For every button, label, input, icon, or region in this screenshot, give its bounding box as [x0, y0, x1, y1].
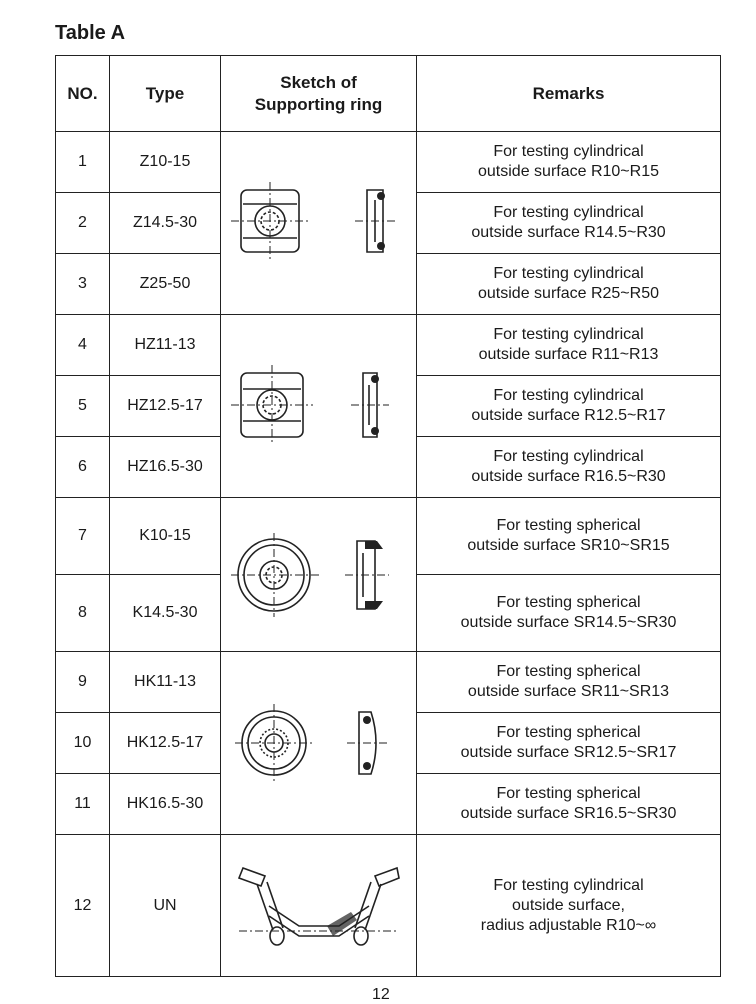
row-no: 3 — [56, 254, 110, 315]
row-no: 8 — [56, 575, 110, 652]
remark-line: For testing cylindrical — [493, 204, 644, 221]
header-sketch-line1: Sketch of — [280, 73, 357, 93]
row-no: 6 — [56, 437, 110, 498]
remark-line: outside surface SR16.5~SR30 — [460, 805, 677, 822]
remark-line: For testing cylindrical — [493, 326, 644, 343]
row-type: HZ12.5-17 — [110, 376, 221, 437]
header-row — [56, 56, 721, 132]
remark-line: For testing cylindrical — [493, 265, 644, 282]
remark-line: outside surface R16.5~R30 — [471, 468, 666, 485]
row-remarks — [417, 376, 721, 437]
row-type: Z25-50 — [110, 254, 221, 315]
row-no: 11 — [56, 774, 110, 835]
table-row — [56, 498, 721, 575]
row-remarks — [417, 774, 721, 835]
row-no: 12 — [56, 835, 110, 977]
remark-line: outside surface R14.5~R30 — [471, 224, 666, 241]
header-type: Type — [110, 56, 221, 132]
row-no: 9 — [56, 652, 110, 713]
row-remarks — [417, 132, 721, 193]
remark-line: radius adjustable R10~∞ — [480, 916, 657, 934]
remark-line: For testing cylindrical — [493, 387, 644, 404]
header-sketch-line2: Supporting ring — [254, 94, 383, 114]
k-ring-sketch-icon — [229, 525, 409, 625]
row-remarks — [417, 193, 721, 254]
row-type: HK12.5-17 — [110, 713, 221, 774]
remark-line: outside surface R12.5~R17 — [471, 407, 666, 424]
row-type: Z10-15 — [110, 132, 221, 193]
row-type: HZ16.5-30 — [110, 437, 221, 498]
row-type: HK11-13 — [110, 652, 221, 713]
z-ring-sketch-icon — [229, 178, 409, 268]
row-remarks — [417, 315, 721, 376]
remark-line: For testing cylindrical — [493, 876, 644, 894]
table-row — [56, 835, 721, 977]
remark-line: outside surface R25~R50 — [478, 285, 659, 302]
supporting-ring-table — [55, 55, 721, 977]
remark-line: For testing spherical — [496, 594, 641, 611]
table-row — [56, 132, 721, 193]
table-title: Table A — [55, 22, 126, 44]
remark-line: For testing spherical — [496, 724, 641, 741]
un-ring-sketch-icon — [229, 856, 409, 956]
remark-line: outside surface SR14.5~SR30 — [460, 614, 677, 631]
row-remarks — [417, 437, 721, 498]
row-no: 7 — [56, 498, 110, 575]
remark-line: outside surface R11~R13 — [478, 346, 659, 363]
row-no: 5 — [56, 376, 110, 437]
row-remarks — [417, 575, 721, 652]
remark-line: For testing spherical — [496, 517, 641, 534]
sketch-hk-ring — [221, 652, 417, 835]
remark-line: For testing spherical — [496, 785, 641, 802]
remark-line: outside surface R10~R15 — [478, 163, 659, 180]
page-number: 12 — [372, 986, 390, 1003]
header-sketch — [221, 56, 417, 132]
table-row — [56, 652, 721, 713]
sketch-hz-ring — [221, 315, 417, 498]
row-remarks — [417, 652, 721, 713]
sketch-z-ring — [221, 132, 417, 315]
row-no: 1 — [56, 132, 110, 193]
row-type: Z14.5-30 — [110, 193, 221, 254]
row-no: 2 — [56, 193, 110, 254]
header-no: NO. — [56, 56, 110, 132]
remark-line: outside surface SR12.5~SR17 — [460, 744, 677, 761]
remark-line: For testing cylindrical — [493, 143, 644, 160]
remark-line: For testing cylindrical — [493, 448, 644, 465]
row-no: 4 — [56, 315, 110, 376]
table-row — [56, 315, 721, 376]
row-type: UN — [110, 835, 221, 977]
remark-line: outside surface, — [512, 896, 625, 914]
row-type: HZ11-13 — [110, 315, 221, 376]
remark-line: For testing spherical — [496, 663, 641, 680]
row-type: K10-15 — [110, 498, 221, 575]
remark-line: outside surface SR11~SR13 — [467, 683, 670, 700]
row-no: 10 — [56, 713, 110, 774]
remark-line: outside surface SR10~SR15 — [467, 537, 670, 554]
sketch-un-ring — [221, 835, 417, 977]
header-remarks: Remarks — [417, 56, 721, 132]
hk-ring-sketch-icon — [229, 698, 409, 788]
hz-ring-sketch-icon — [229, 361, 409, 451]
row-type: HK16.5-30 — [110, 774, 221, 835]
row-remarks — [417, 254, 721, 315]
row-remarks — [417, 835, 721, 977]
row-type: K14.5-30 — [110, 575, 221, 652]
sketch-k-ring — [221, 498, 417, 652]
row-remarks — [417, 713, 721, 774]
row-remarks — [417, 498, 721, 575]
